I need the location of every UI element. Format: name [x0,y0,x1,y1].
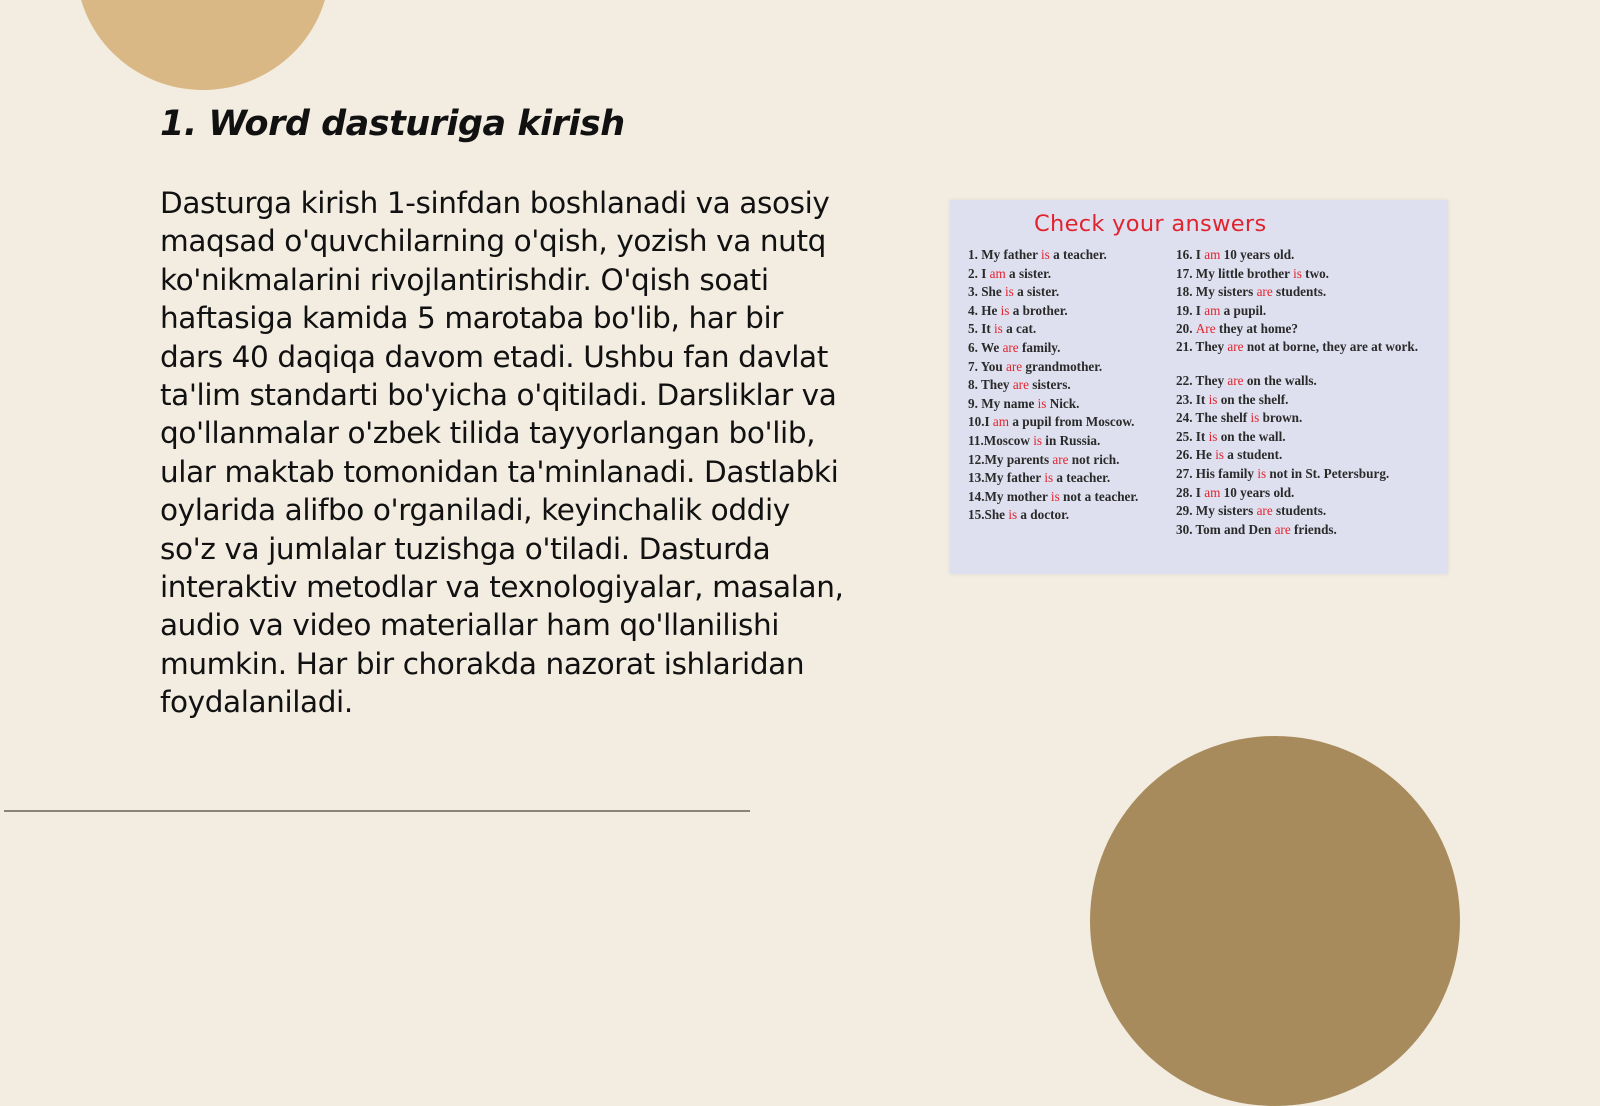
answer-text: 7. You [968,358,1006,374]
answer-text: grandmother. [1022,358,1103,374]
answer-item [968,358,1173,377]
answer-item [968,395,1173,414]
answer-verb: am [989,265,1006,281]
answer-verb: is [1000,302,1010,318]
answer-text: brown. [1259,410,1303,426]
answer-text: two. [1301,265,1329,281]
answer-text: friends. [1290,521,1337,537]
answer-text: a teacher. [1049,247,1107,262]
answer-item [1176,265,1444,284]
answer-text: family. [1018,339,1061,355]
answer-item [1176,283,1444,302]
answer-text: a cat. [1002,321,1037,337]
answer-item [1176,428,1444,447]
answer-verb: are [1002,339,1019,355]
answer-verb: am [1204,484,1221,500]
answer-verb: is [1257,465,1267,481]
answer-verb: Are [1195,321,1216,337]
answer-text: 2. I [968,265,990,281]
answer-verb: is [1215,447,1224,463]
answer-text: on the shelf. [1217,391,1289,407]
answer-text: 1. My father [968,247,1042,262]
answer-text: in Russia. [1042,432,1101,448]
divider-line [4,810,750,812]
answer-item [968,339,1173,358]
answer-item [968,283,1173,302]
answer-item [968,506,1173,525]
answer-text: 20. [1176,321,1196,337]
answer-verb: am [1204,302,1221,318]
decorative-circle-top [76,0,330,90]
answer-text: 3. She [968,284,1006,300]
answer-item [968,246,1173,265]
answer-item [1176,339,1444,372]
answer-verb: is [1293,265,1302,281]
answer-item [968,413,1173,432]
answer-text: 27. His family [1176,465,1258,481]
answer-text: a pupil from Moscow. [1009,414,1135,430]
answer-text: 10 years old. [1220,247,1295,262]
answer-verb: is [1033,432,1042,448]
answer-verb: are [1274,521,1291,537]
answer-verb: is [1208,391,1218,407]
answer-text: students. [1272,503,1327,519]
answer-text: 13.My father [968,470,1045,486]
answer-text: they at home? [1215,321,1298,337]
answer-text: not a teacher. [1059,488,1139,504]
answer-item [1176,246,1444,265]
answer-verb: is [994,321,1003,337]
answer-text: 8. They [968,377,1013,393]
slide-body-text: Dasturga kirish 1-sinfdan boshlanadi va asosiy maqsad o'quvchilarning o'qish, yozish va nutq ko'nikmalarini rivojlantirishdir. O'qish soati haftasiga kamida 5 marotaba bo'lib, har bir dars 40 daqiqa davom etadi. Ushbu fan davlat ta'lim standarti bo'yicha o'qitiladi. Darsliklar va qo'llanmalar o'zbek tilida tayyorlangan bo'lib, ular maktab tomonidan ta'minlanadi. Dastlabki oylarida alifbo o'rganiladi, keyinchalik oddiy so'z va jumlalar tuzishga o'tiladi. Dasturda interaktiv metodlar va texnologiyalar, masalan, audio va video materiallar ham qo'llanilishi mumkin. Har bir chorakda nazorat ishlaridan foydalaniladi. [160,186,844,720]
answer-item [968,320,1173,339]
answer-text: 24. The shelf [1176,410,1251,426]
answer-verb: is [1044,470,1054,486]
answer-item [1176,465,1444,484]
answer-verb: are [1012,377,1029,393]
answer-item [1176,484,1444,503]
answer-text: on the wall. [1217,428,1286,444]
answer-text: a student. [1224,447,1283,463]
answer-item [1176,521,1444,540]
answer-text: Nick. [1046,395,1080,411]
answer-text: 11.Moscow [968,432,1034,448]
answer-text: 22. They [1176,372,1228,388]
answer-text: 30. Tom and Den [1176,521,1275,537]
answer-text: 28. I [1176,484,1205,500]
answer-text: a brother. [1009,302,1068,318]
answer-item [968,469,1173,488]
answer-text: 21. They [1176,338,1228,354]
answer-text: 5. It [968,321,995,337]
answer-text: students. [1272,284,1327,300]
answer-text: 15.She [968,507,1009,523]
answer-text: 4. He [968,302,1001,318]
answer-text: a sister. [1013,284,1060,300]
answer-verb: are [1227,372,1244,388]
slide-title: 1. Word dasturiga kirish [160,104,625,144]
answer-verb: is [1037,395,1047,411]
answer-verb: are [1227,338,1244,354]
answer-item [968,451,1173,470]
answer-item [1176,409,1444,428]
answer-text: 29. My sisters [1176,503,1257,519]
answer-item [968,376,1173,395]
answer-text: 18. My sisters [1176,284,1257,300]
answer-text: 23. It [1176,391,1209,407]
answer-text: not in St. Petersburg. [1266,465,1390,481]
answer-item [1176,446,1444,465]
answer-item [1176,372,1444,391]
answer-verb: are [1052,451,1069,467]
answer-item [1176,502,1444,521]
answers-right-column [1176,246,1444,539]
answer-text: sisters. [1028,377,1071,393]
answer-text: 10 years old. [1220,484,1295,500]
answer-verb: is [1005,284,1014,300]
answer-text: 9. My name [968,395,1038,411]
decorative-circle-bottom [1090,736,1460,1106]
answer-item [1176,320,1444,339]
answer-text: 19. I [1176,302,1205,318]
answer-verb: is [1008,507,1018,523]
answers-image [950,200,1448,574]
answer-text: a sister. [1005,265,1052,281]
answer-verb: am [992,414,1010,430]
answer-text: 14.My mother [968,488,1051,504]
answer-item [968,432,1173,451]
answer-verb: are [1005,358,1023,374]
answer-text: 17. My little brother [1176,265,1294,281]
answers-left-column [968,246,1173,525]
answer-verb: are [1256,503,1273,519]
answer-verb: am [1204,247,1221,262]
answer-verb: is [1041,247,1050,262]
answer-verb: are [1256,284,1273,300]
answer-verb: is [1208,428,1218,444]
answer-text: 6. We [968,339,1003,355]
answer-verb: is [1250,410,1260,426]
answer-text: a doctor. [1017,507,1070,523]
answer-text: 16. I [1176,247,1205,262]
answer-text: 10.I [968,414,993,430]
answer-item [968,488,1173,507]
answer-text: not at borne, they are at work. [1243,338,1419,354]
answer-item [1176,302,1444,321]
answer-text: 25. It [1176,428,1209,444]
answer-text: 26. He [1176,447,1216,463]
answer-text: a teacher. [1053,470,1111,486]
answer-text: a pupil. [1220,302,1267,318]
answer-verb: is [1050,488,1060,504]
answer-item [1176,391,1444,410]
answer-text: on the walls. [1243,372,1317,388]
answer-item [968,265,1173,284]
answers-title: Check your answers [1034,211,1267,237]
answer-text: 12.My parents [968,451,1053,467]
answer-item [968,302,1173,321]
answer-text: not rich. [1068,451,1120,467]
